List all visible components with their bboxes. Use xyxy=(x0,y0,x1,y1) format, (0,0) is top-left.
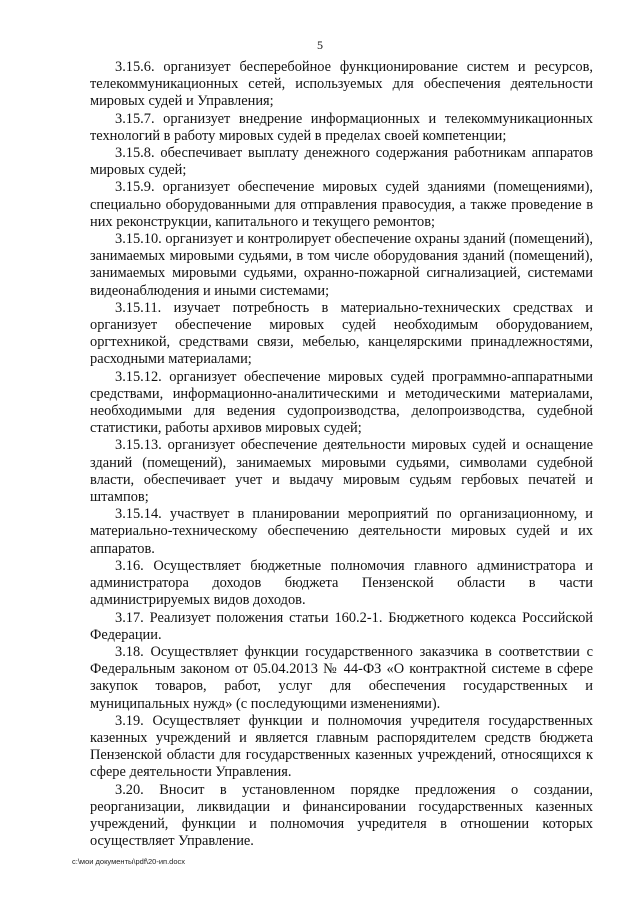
paragraph-3-20: 3.20. Вносит в установленном порядке предложения о создании, реорганизации, ликвидации и финансировании государственных казенных учреждений, функции и полномочия учредителя в отношении которых осуществляет Управление. xyxy=(90,781,593,850)
paragraph-3-15-10: 3.15.10. организует и контролирует обеспечение охраны зданий (помещений), занимаемых мировыми судьями, в том числе оборудования зданий (помещений), занимаемых мировыми судьями, охранно-пожарной сигнализацией, системами видеонаблюдения и иными системами; xyxy=(90,231,593,299)
paragraph-3-19: 3.19. Осуществляет функции и полномочия учредителя государственных казенных учреждений и является главным распорядителем средств бюджета Пензенской области для государственных казенных учреждений, относящихся к сфере деятельности Управления. xyxy=(90,712,593,781)
paragraph-3-15-13: 3.15.13. организует обеспечение деятельности мировых судей и оснащение зданий (помещений), занимаемых мировыми судьями, символами судебной власти, обеспечивает учет и выдачу мировым судьям гербовых печатей и штампов; xyxy=(90,437,593,506)
paragraph-3-15-14: 3.15.14. участвует в планировании мероприятий по организационному, и материально-техническому обеспечению деятельности мировых судей и их аппаратов. xyxy=(90,506,593,557)
paragraph-3-15-8: 3.15.8. обеспечивает выплату денежного содержания работникам аппаратов мировых судей; xyxy=(90,145,593,179)
paragraph-3-18: 3.18. Осуществляет функции государственного заказчика в соответствии с Федеральным законом от 05.04.2013 № 44-ФЗ «О контрактной системе в сфере закупок товаров, работ, услуг для обеспечения государственных и муниципальных нужд» (с последующими изменениями). xyxy=(90,643,593,712)
paragraph-3-15-12: 3.15.12. организует обеспечение мировых судей программно-аппаратными средствами, информационно-аналитическими и методическими материалами, необходимыми для ведения судопроизводства, делопроизводства, судебной статистики, работы архивов мировых судей; xyxy=(90,368,593,437)
paragraph-3-15-9: 3.15.9. организует обеспечение мировых судей зданиями (помещениями), специально оборудованными для отправления правосудия, а также проведение в них реконструкции, капитального и текущего ремонтов; xyxy=(90,179,593,230)
paragraph-3-17: 3.17. Реализует положения статьи 160.2-1. Бюджетного кодекса Российской Федерации. xyxy=(90,609,593,643)
footer-file-path: c:\мои документы\pdf\20-ип.docx xyxy=(72,857,186,866)
paragraph-3-16: 3.16. Осуществляет бюджетные полномочия главного администратора и администратора доходов бюджета Пензенской области в части администрируемых видов доходов. xyxy=(90,557,593,609)
paragraph-3-15-7: 3.15.7. организует внедрение информационных и телекоммуникационных технологий в работу мировых судей в пределах своей компетенции; xyxy=(90,110,593,144)
paragraph-3-15-11: 3.15.11. изучает потребность в материально-технических средствах и организует обеспечение мировых судей необходимым оборудованием, оргтехникой, средствами связи, мебелью, канцелярскими принадлежностями, расходными материалами; xyxy=(90,299,593,368)
paragraph-3-15-6: 3.15.6. организует бесперебойное функционирование систем и ресурсов, телекоммуникационных сетей, используемых для обеспечения деятельности мировых судей и Управления; xyxy=(90,59,593,110)
document-body xyxy=(90,59,593,850)
page-number: 5 xyxy=(317,38,323,52)
